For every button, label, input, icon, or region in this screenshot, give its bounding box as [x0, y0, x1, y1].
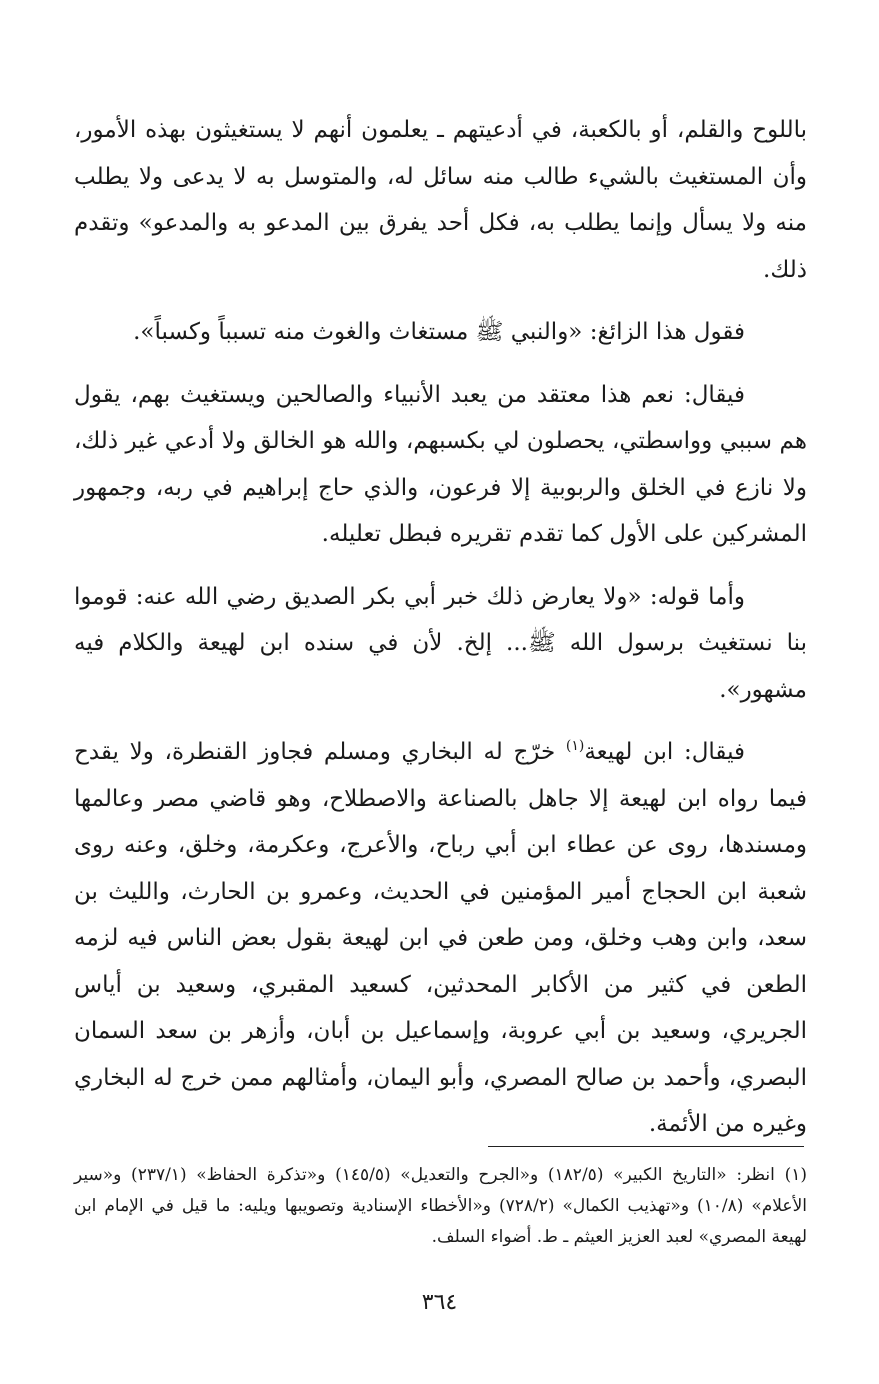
- paragraph-response: فيقال: نعم هذا معتقد من يعبد الأنبياء والصالحين ويستغيث بهم، يقول هم سببي وواسطتي، يحصلون لي بكسبهم، والله هو الخالق ولا أدعي غير ذلك، ولا نازع في الخلق والربوبية إلا فرعون، والذي حاج إبراهيم في ربه، وجمهور المشركين على الأول كما تقدم تقريره فبطل تعليله.: [74, 381, 807, 547]
- main-text: [74, 107, 807, 1148]
- paragraph-quote-claim: فقول هذا الزائغ: «والنبي ﷺ مستغاث والغوث منه تسبباً وكسباً».: [133, 319, 745, 345]
- footnote-separator: [488, 1146, 804, 1147]
- paragraph-ibn-lahia: [74, 729, 807, 1148]
- paragraph-ibn-lahia-rest: خرّج له البخاري ومسلم فجاوز القنطرة، ولا يقدح فيما رواه ابن لهيعة إلا جاهل بالصناعة والاصطلاح، وهو قاضي مصر وعالمها ومسندها، روى عن عطاء ابن أبي رباح، والأعرج، وعكرمة، وخلق، وعنه روى شعبة ابن الحجاج أمير المؤمنين في الحديث، وعمرو بن الحارث، والليث بن سعد، وابن وهب وخلق، ومن طعن في ابن لهيعة بقول بعض الناس فيه لزمه الطعن في كثير من الأكابر المحدثين، كسعيد المقبري، وسعيد بن أياس الجريري، وسعيد بن أبي عروبة، وإسماعيل بن أبان، وأزهر بن سعد السمان البصري، وأحمد بن صالح المصري، وأبو اليمان، وأمثالهم ممن خرج له البخاري وغيره من الأئمة.: [74, 739, 807, 1137]
- footnotes: [74, 1160, 807, 1253]
- paragraph-abu-bakr-report: وأما قوله: «ولا يعارض ذلك خبر أبي بكر الصديق رضي الله عنه: قوموا بنا نستغيث برسول الله ﷺ... إلخ. لأن في سنده ابن لهيعة والكلام فيه مشهور».: [74, 583, 807, 703]
- paragraph-ibn-lahia-start: فيقال: ابن لهيعة: [584, 739, 745, 765]
- paragraph-continuation: باللوح والقلم، أو بالكعبة، في أدعيتهم ـ يعلمون أنهم لا يستغيثون بهذه الأمور، وأن المستغيث بالشيء طالب منه سائل له، والمتوسل به لا يدعى ولا يطلب منه ولا يسأل وإنما يطلب به، فكل أحد يفرق بين المدعو به والمدعو» وتقدم ذلك.: [74, 117, 807, 283]
- page-number: ٣٦٤: [421, 1290, 458, 1315]
- footnote-reference[interactable]: (١): [565, 738, 585, 754]
- footnote-1: (١) انظر: «التاريخ الكبير» (١٨٢/٥) و«الجرح والتعديل» (١٤٥/٥) و«تذكرة الحفاظ» (٢٣٧/١) و«سير الأعلام» (١٠/٨) و«تهذيب الكمال» (٧٢٨/٢) و«الأخطاء الإسنادية وتصويبها ويليه: ما قيل في الإمام ابن لهيعة المصري» لعبد العزيز العيثم ـ ط. أضواء السلف.: [74, 1165, 807, 1247]
